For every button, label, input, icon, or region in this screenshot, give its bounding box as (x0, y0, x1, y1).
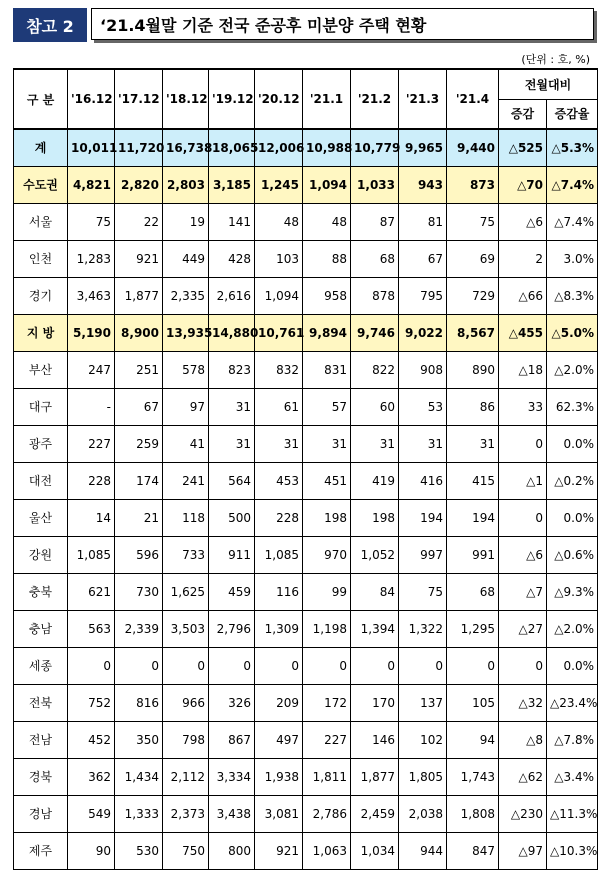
table-cell: 99 (303, 573, 351, 610)
table-row (14, 388, 598, 425)
table-cell: 452 (68, 721, 115, 758)
table-row (14, 758, 598, 795)
table-cell: 1,283 (68, 240, 115, 277)
table-cell: 31 (447, 425, 499, 462)
region-label: 대구 (14, 388, 68, 425)
table-cell: 3,334 (209, 758, 255, 795)
table-cell: 31 (351, 425, 399, 462)
table-cell: 0 (163, 647, 209, 684)
table-cell: 966 (163, 684, 209, 721)
region-label: 광주 (14, 425, 68, 462)
region-label: 부산 (14, 351, 68, 388)
table-cell: 1,245 (255, 166, 303, 203)
region-label: 인천 (14, 240, 68, 277)
table-cell: 1,085 (68, 536, 115, 573)
table-cell: 563 (68, 610, 115, 647)
table-cell: 362 (68, 758, 115, 795)
table-cell: 2,038 (399, 795, 447, 832)
table-cell: 453 (255, 462, 303, 499)
table-cell: 832 (255, 351, 303, 388)
table-cell: 1,309 (255, 610, 303, 647)
table-cell: 198 (303, 499, 351, 536)
table-cell: 31 (303, 425, 351, 462)
table-cell: 0 (115, 647, 163, 684)
table-cell: 31 (255, 425, 303, 462)
table-cell: 69 (447, 240, 499, 277)
table-cell: 19 (163, 203, 209, 240)
table-cell: 867 (209, 721, 255, 758)
table-cell: 9,894 (303, 314, 351, 351)
table-cell: 419 (351, 462, 399, 499)
table-cell: 12,006 (255, 129, 303, 166)
table-cell: 0 (399, 647, 447, 684)
table-row (14, 499, 598, 536)
table-cell: 10,011 (68, 129, 115, 166)
table-cell: 873 (447, 166, 499, 203)
table-cell: 2,335 (163, 277, 209, 314)
table-cell: △5.3% (547, 129, 598, 166)
table-cell: 497 (255, 721, 303, 758)
table-cell: 97 (163, 388, 209, 425)
table-cell: 251 (115, 351, 163, 388)
table-cell: 1,808 (447, 795, 499, 832)
table-cell: 9,022 (399, 314, 447, 351)
period-header: '17.12 (115, 69, 163, 129)
table-cell: 1,085 (255, 536, 303, 573)
table-cell: 31 (399, 425, 447, 462)
table-cell: 878 (351, 277, 399, 314)
table-cell: 1,434 (115, 758, 163, 795)
table-cell: 428 (209, 240, 255, 277)
table-cell: 88 (303, 240, 351, 277)
table-row (14, 277, 598, 314)
table-cell: △230 (499, 795, 547, 832)
table-cell: △6 (499, 203, 547, 240)
table-cell: 75 (447, 203, 499, 240)
table-cell: 3,438 (209, 795, 255, 832)
table-cell: 1,094 (303, 166, 351, 203)
table-cell: 198 (351, 499, 399, 536)
table-cell: 944 (399, 832, 447, 869)
table-cell: 3,185 (209, 166, 255, 203)
table-cell: 141 (209, 203, 255, 240)
table-cell: 970 (303, 536, 351, 573)
table-cell: 116 (255, 573, 303, 610)
table-cell: 800 (209, 832, 255, 869)
table-row (14, 647, 598, 684)
region-label: 계 (14, 129, 68, 166)
table-cell: 172 (303, 684, 351, 721)
table-cell: 1,811 (303, 758, 351, 795)
region-label: 강원 (14, 536, 68, 573)
table-cell: 3,463 (68, 277, 115, 314)
region-label: 수도권 (14, 166, 68, 203)
table-cell: △455 (499, 314, 547, 351)
table-cell: △8.3% (547, 277, 598, 314)
table-cell: 1,034 (351, 832, 399, 869)
table-row (14, 203, 598, 240)
table-cell: - (68, 388, 115, 425)
table-cell: 33 (499, 388, 547, 425)
table-cell: 86 (447, 388, 499, 425)
table-cell: 227 (303, 721, 351, 758)
period-header: '16.12 (68, 69, 115, 129)
table-row (14, 684, 598, 721)
change-sub-header: 증감율 (547, 99, 598, 129)
header (13, 8, 596, 42)
table-cell: 247 (68, 351, 115, 388)
table-cell: 5,190 (68, 314, 115, 351)
table-cell: 1,877 (115, 277, 163, 314)
period-header: '18.12 (163, 69, 209, 129)
table-row (14, 795, 598, 832)
table-cell: 259 (115, 425, 163, 462)
table-cell: 0 (255, 647, 303, 684)
region-label: 전북 (14, 684, 68, 721)
table-cell: △7.4% (547, 166, 598, 203)
table-cell: 326 (209, 684, 255, 721)
table-cell: 1,052 (351, 536, 399, 573)
unsold-housing-table (13, 68, 598, 870)
table-cell: 2,796 (209, 610, 255, 647)
period-header: '21.1 (303, 69, 351, 129)
table-cell: △2.0% (547, 351, 598, 388)
table-cell: 1,333 (115, 795, 163, 832)
period-header: '20.12 (255, 69, 303, 129)
table-cell: 102 (399, 721, 447, 758)
table-cell: 21 (115, 499, 163, 536)
table-cell: 0 (303, 647, 351, 684)
table-cell: 2,339 (115, 610, 163, 647)
table-cell: 798 (163, 721, 209, 758)
table-cell: 0 (499, 647, 547, 684)
table-cell: 9,965 (399, 129, 447, 166)
table-cell: 3,503 (163, 610, 209, 647)
table-cell: 2,786 (303, 795, 351, 832)
table-cell: 174 (115, 462, 163, 499)
table-cell: △66 (499, 277, 547, 314)
table-cell: 0 (351, 647, 399, 684)
table-cell: 823 (209, 351, 255, 388)
table-cell: 81 (399, 203, 447, 240)
table-cell: 103 (255, 240, 303, 277)
table-cell: 733 (163, 536, 209, 573)
table-cell: 9,746 (351, 314, 399, 351)
table-cell: 4,821 (68, 166, 115, 203)
table-row (14, 425, 598, 462)
table-cell: 890 (447, 351, 499, 388)
table-row (14, 536, 598, 573)
table-cell: △525 (499, 129, 547, 166)
table-cell: △18 (499, 351, 547, 388)
table-cell: 0.0% (547, 647, 598, 684)
table-cell: 350 (115, 721, 163, 758)
table-cell: 921 (255, 832, 303, 869)
table-cell: △70 (499, 166, 547, 203)
table-cell: △2.0% (547, 610, 598, 647)
table-cell: 549 (68, 795, 115, 832)
table-cell: 170 (351, 684, 399, 721)
region-label: 울산 (14, 499, 68, 536)
table-cell: 564 (209, 462, 255, 499)
table-cell: 8,567 (447, 314, 499, 351)
table-cell: △97 (499, 832, 547, 869)
region-label: 지 방 (14, 314, 68, 351)
table-row (14, 721, 598, 758)
table-cell: 9,440 (447, 129, 499, 166)
period-header: '21.2 (351, 69, 399, 129)
table-cell: 209 (255, 684, 303, 721)
table-cell: △10.3% (547, 832, 598, 869)
table-cell: 67 (399, 240, 447, 277)
table-cell: 416 (399, 462, 447, 499)
table-cell: 943 (399, 166, 447, 203)
table-cell: 816 (115, 684, 163, 721)
table-cell: 228 (68, 462, 115, 499)
unit-note: (단위 : 호, %) (521, 53, 590, 66)
table-cell: 1,805 (399, 758, 447, 795)
table-cell: 228 (255, 499, 303, 536)
period-header: '21.3 (399, 69, 447, 129)
table-cell: 451 (303, 462, 351, 499)
table-cell: 847 (447, 832, 499, 869)
table-cell: 822 (351, 351, 399, 388)
table-cell: 2,820 (115, 166, 163, 203)
period-header: '21.4 (447, 69, 499, 129)
change-sub-header: 증감 (499, 99, 547, 129)
table-cell: 14 (68, 499, 115, 536)
table-cell: 0.0% (547, 499, 598, 536)
table-cell: 48 (255, 203, 303, 240)
table-cell: 530 (115, 832, 163, 869)
table-cell: △23.4% (547, 684, 598, 721)
table-cell: 1,063 (303, 832, 351, 869)
table-cell: 991 (447, 536, 499, 573)
table-cell: △27 (499, 610, 547, 647)
table-cell: 22 (115, 203, 163, 240)
table-cell: 105 (447, 684, 499, 721)
table-cell: 31 (209, 425, 255, 462)
table-cell: 10,761 (255, 314, 303, 351)
table-cell: 90 (68, 832, 115, 869)
table-cell: 67 (115, 388, 163, 425)
table-cell: 958 (303, 277, 351, 314)
table-cell: 227 (68, 425, 115, 462)
table-cell: 921 (115, 240, 163, 277)
table-row (14, 462, 598, 499)
table-cell: 2 (499, 240, 547, 277)
region-label: 서울 (14, 203, 68, 240)
region-label: 세종 (14, 647, 68, 684)
table-cell: 31 (209, 388, 255, 425)
table-cell: 3.0% (547, 240, 598, 277)
table-cell: 911 (209, 536, 255, 573)
table-cell: △32 (499, 684, 547, 721)
table-cell: 60 (351, 388, 399, 425)
table-cell: 87 (351, 203, 399, 240)
table-row (14, 166, 598, 203)
table-cell: 48 (303, 203, 351, 240)
table-cell: 2,803 (163, 166, 209, 203)
table-cell: 18,065 (209, 129, 255, 166)
region-label: 경기 (14, 277, 68, 314)
table-cell: 68 (351, 240, 399, 277)
table-row (14, 351, 598, 388)
table-cell: 0.0% (547, 425, 598, 462)
table-cell: 578 (163, 351, 209, 388)
table-cell: 11,720 (115, 129, 163, 166)
region-header: 구 분 (14, 69, 68, 129)
table-cell: 2,112 (163, 758, 209, 795)
table-cell: 8,900 (115, 314, 163, 351)
table-cell: △1 (499, 462, 547, 499)
table-cell: 752 (68, 684, 115, 721)
table-cell: △11.3% (547, 795, 598, 832)
table-cell: 146 (351, 721, 399, 758)
table-cell: 2,616 (209, 277, 255, 314)
table-cell: 1,295 (447, 610, 499, 647)
table-cell: 1,033 (351, 166, 399, 203)
table-cell: 459 (209, 573, 255, 610)
table-row (14, 832, 598, 869)
table-cell: 1,877 (351, 758, 399, 795)
table-cell: 1,625 (163, 573, 209, 610)
table-cell: 84 (351, 573, 399, 610)
table-cell: 500 (209, 499, 255, 536)
table-cell: 2,373 (163, 795, 209, 832)
table-cell: 2,459 (351, 795, 399, 832)
table-cell: 621 (68, 573, 115, 610)
table-cell: 94 (447, 721, 499, 758)
table-cell: 596 (115, 536, 163, 573)
table-cell: △8 (499, 721, 547, 758)
table-cell: 1,938 (255, 758, 303, 795)
table-cell: 449 (163, 240, 209, 277)
region-label: 충남 (14, 610, 68, 647)
page-title: ‘21.4월말 기준 전국 준공후 미분양 주택 현황 (91, 8, 594, 40)
table-cell: 10,988 (303, 129, 351, 166)
table-cell: 997 (399, 536, 447, 573)
region-label: 제주 (14, 832, 68, 869)
table-row (14, 129, 598, 166)
table-cell: 831 (303, 351, 351, 388)
table-row (14, 573, 598, 610)
table-cell: 750 (163, 832, 209, 869)
table-cell: 14,880 (209, 314, 255, 351)
change-header: 전월대비 (499, 69, 598, 99)
table-cell: △9.3% (547, 573, 598, 610)
region-label: 대전 (14, 462, 68, 499)
reference-badge: 참고 2 (13, 8, 87, 42)
table-cell: 53 (399, 388, 447, 425)
table-cell: 118 (163, 499, 209, 536)
table-cell: 795 (399, 277, 447, 314)
table-cell: 0 (499, 499, 547, 536)
region-label: 경북 (14, 758, 68, 795)
table-cell: △5.0% (547, 314, 598, 351)
table-cell: △7.8% (547, 721, 598, 758)
region-label: 경남 (14, 795, 68, 832)
table-cell: 61 (255, 388, 303, 425)
table-cell: 75 (399, 573, 447, 610)
period-header: '19.12 (209, 69, 255, 129)
table-cell: 41 (163, 425, 209, 462)
table-cell: 1,394 (351, 610, 399, 647)
table-cell: △0.6% (547, 536, 598, 573)
table-cell: 241 (163, 462, 209, 499)
table-cell: 57 (303, 388, 351, 425)
table-cell: 0 (209, 647, 255, 684)
table-cell: 415 (447, 462, 499, 499)
table-cell: 1,198 (303, 610, 351, 647)
table-cell: 62.3% (547, 388, 598, 425)
table-cell: 137 (399, 684, 447, 721)
table-cell: 10,779 (351, 129, 399, 166)
table-row (14, 610, 598, 647)
table-cell: 16,738 (163, 129, 209, 166)
table-cell: 0 (447, 647, 499, 684)
table-cell: 729 (447, 277, 499, 314)
table-cell: △62 (499, 758, 547, 795)
table-cell: 0 (68, 647, 115, 684)
table-cell: 1,094 (255, 277, 303, 314)
table-cell: 908 (399, 351, 447, 388)
table-cell: △6 (499, 536, 547, 573)
table-cell: 68 (447, 573, 499, 610)
table-row (14, 314, 598, 351)
table-row (14, 240, 598, 277)
table-cell: 194 (399, 499, 447, 536)
table-cell: 1,322 (399, 610, 447, 647)
table-cell: △3.4% (547, 758, 598, 795)
table-cell: 3,081 (255, 795, 303, 832)
table-cell: 194 (447, 499, 499, 536)
table-cell: 75 (68, 203, 115, 240)
table-cell: 0 (499, 425, 547, 462)
region-label: 전남 (14, 721, 68, 758)
table-cell: 1,743 (447, 758, 499, 795)
table-cell: △7.4% (547, 203, 598, 240)
table-cell: △7 (499, 573, 547, 610)
region-label: 충북 (14, 573, 68, 610)
table-cell: 13,935 (163, 314, 209, 351)
table-cell: △0.2% (547, 462, 598, 499)
table-cell: 730 (115, 573, 163, 610)
